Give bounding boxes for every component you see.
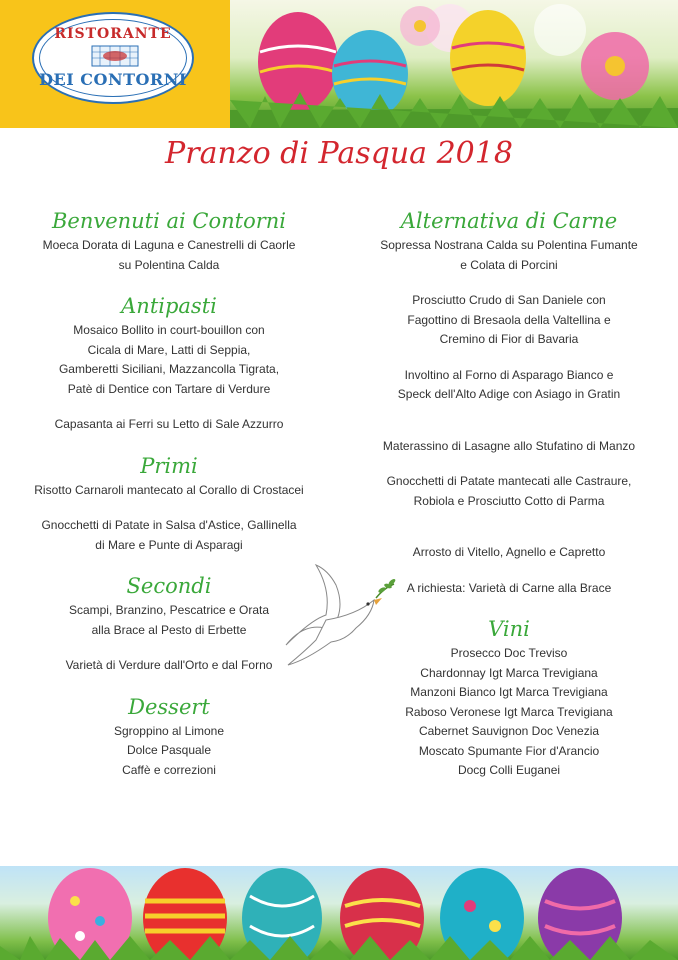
- spacer: [350, 511, 668, 527]
- menu-item: Varietà di Verdure dall'Orto e dal Forno: [65, 658, 273, 672]
- menu-item: su Polentina Calda: [118, 257, 220, 272]
- menu-item: Dolce Pasquale: [126, 743, 212, 757]
- spacer: [350, 350, 668, 366]
- logo-panel: [0, 0, 230, 128]
- menu-section-dessert: [10, 694, 328, 781]
- menu-item: Capasanta ai Ferri su Letto di Sale Azzurro: [54, 417, 284, 431]
- menu-section-antipasti: [10, 293, 328, 435]
- page-title: Pranzo di Pasqua 2018: [165, 136, 513, 171]
- spacer: [350, 527, 668, 543]
- spacer: [350, 405, 668, 421]
- menu-section-primi: [10, 453, 328, 556]
- spacer: [10, 500, 328, 516]
- spacer: [10, 399, 328, 415]
- spacer: [350, 275, 668, 291]
- menu-item: Prosecco Doc Treviso: [450, 646, 568, 660]
- menu-item: Involtino al Forno di Asparago Bianco e: [404, 367, 614, 382]
- section-title: Dessert: [128, 694, 210, 719]
- menu-item: e Colata di Porcini: [460, 257, 558, 272]
- menu-item: Gamberetti Siciliani, Mazzancolla Tigrata,: [58, 362, 280, 376]
- footer-easter-eggs: [0, 866, 678, 960]
- menu-item: Moscato Spumante Fior d'Arancio: [418, 743, 600, 758]
- section-title: Alternativa di Carne: [400, 209, 618, 233]
- menu-item: Prosciutto Crudo di San Daniele con: [412, 293, 606, 307]
- section-title: Benvenuti ai Contorni: [51, 209, 287, 233]
- menu-item: Sgroppino al Limone: [113, 723, 225, 738]
- menu-item: di Mare e Punte di Asparagi: [95, 537, 243, 552]
- menu-item: Arrosto di Vitello, Agnello e Capretto: [412, 545, 606, 559]
- spacer: [350, 563, 668, 579]
- section-title: Vini: [488, 617, 530, 641]
- spacer: [350, 456, 668, 472]
- menu-item: Fagottino di Bresaola della Valtellina e: [407, 312, 611, 327]
- dove-illustration: [276, 560, 396, 675]
- spacer: [350, 421, 668, 437]
- menu-item: Patè di Dentice con Tartare di Verdure: [67, 381, 271, 396]
- menu-item: Cabernet Sauvignon Doc Venezia: [418, 724, 600, 738]
- menu-item: Gnocchetti di Patate in Salsa d'Astice, Gallinella: [41, 518, 297, 532]
- menu-item: Docg Colli Euganei: [457, 763, 561, 777]
- menu-item: Materassino di Lasagne allo Stufatino di Manzo: [382, 438, 636, 453]
- header-banner: [0, 0, 678, 128]
- menu-item: A richiesta: Varietà di Carne alla Brace: [406, 580, 612, 595]
- menu-item: Risotto Carnaroli mantecato al Corallo di Crostacei: [34, 482, 304, 497]
- left-menu-column: [10, 208, 328, 780]
- menu-section-benvenuti-ai-contorni: [10, 208, 328, 275]
- menu-item: alla Brace al Pesto di Erbette: [91, 622, 247, 637]
- menu-item: Cremino di Fior di Bavaria: [439, 332, 579, 346]
- menu-item: Cicala di Mare, Latti di Seppia,: [87, 342, 251, 357]
- menu-item: Speck dell'Alto Adige con Asiago in Gratin: [397, 387, 621, 401]
- menu-item: Moeca Dorata di Laguna e Canestrelli di Caorle: [42, 238, 296, 252]
- menu-section-alternativa-di-carne: [350, 208, 668, 598]
- menu-item: Raboso Veronese Igt Marca Trevigiana: [405, 704, 613, 719]
- menu-item: Caffè e correzioni: [122, 762, 216, 777]
- logo-top-text: RISTORANTE: [54, 26, 172, 42]
- menu-item: Scampi, Branzino, Pescatrice e Orata: [68, 603, 270, 617]
- fish-net-icon: [90, 44, 140, 68]
- easter-eggs-photo: [230, 0, 678, 128]
- menu-section-vini: [350, 616, 668, 781]
- section-title: Secondi: [126, 574, 212, 598]
- menu-item: Manzoni Bianco Igt Marca Trevigiana: [410, 685, 608, 699]
- logo-bottom-text: DEI CONTORNI: [39, 70, 187, 89]
- menu-item: Mosaico Bollito in court-bouillon con: [73, 323, 265, 337]
- menu-item: Robiola e Prosciutto Cotto di Parma: [413, 493, 605, 508]
- right-menu-column: [350, 208, 668, 781]
- menu-item: Sopressa Nostrana Calda su Polentina Fumante: [380, 238, 638, 252]
- section-title: Antipasti: [121, 294, 217, 318]
- restaurant-logo: [32, 12, 194, 104]
- section-title: Primi: [140, 453, 198, 478]
- menu-item: Chardonnay Igt Marca Trevigiana: [420, 665, 598, 680]
- menu-item: Gnocchetti di Patate mantecati alle Castraure,: [386, 474, 632, 488]
